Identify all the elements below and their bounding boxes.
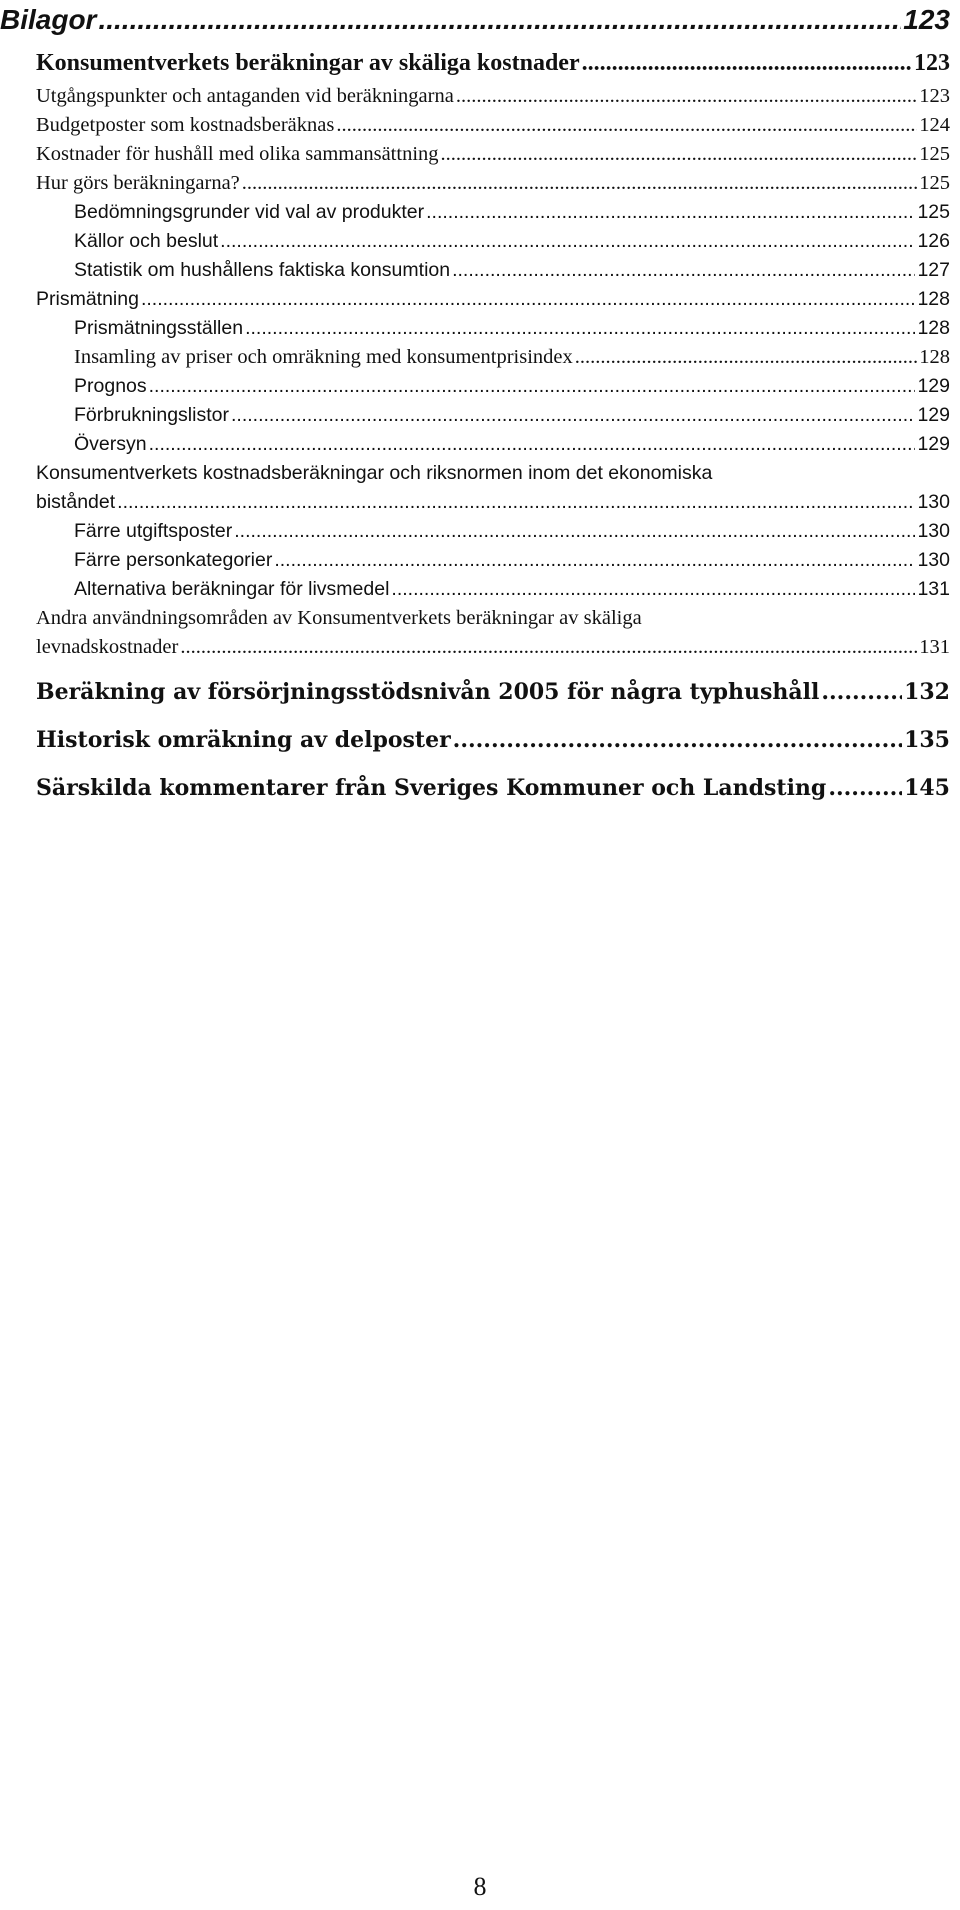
toc-entry-page: 124 [919,114,950,136]
toc-entry-title: Historisk omräkning av delposter [36,727,451,753]
toc-entry-oversyn[interactable] [36,430,950,459]
toc-leader-dots [98,4,901,36]
toc-leader-dots [575,343,918,372]
toc-entry-title: Prismätning [36,288,139,310]
toc-entry-andra-anvandningsomraden[interactable] [36,604,950,662]
toc-leader-dots [234,517,915,546]
toc-entry-kallor-och-beslut[interactable] [36,227,950,256]
toc-leader-dots [141,285,915,314]
toc-entry-title: Insamling av priser och omräkning med konsumentprisindex [74,346,573,368]
toc-entry-page: 123 [903,4,950,35]
toc-entry-page: 129 [917,404,950,426]
toc-entry-page: 129 [917,375,950,397]
toc-entry-historisk-omrakning[interactable] [36,722,950,758]
toc-entry-title-line2: levnadskostnader [36,636,179,658]
toc-leader-dots [231,401,915,430]
toc-entry-sarskilda-kommentarer[interactable] [36,770,950,806]
toc-leader-dots [441,140,918,169]
toc-entry-title: Prismätningsställen [74,317,244,339]
toc-leader-dots [245,314,915,343]
toc-entry-page: 132 [904,679,950,705]
toc-entry-title-line1: Andra användningsområden av Konsumentverkets beräkningar av skäliga [36,607,642,629]
toc-leader-dots [821,674,902,710]
toc-entry-title: Källor och beslut [74,230,219,252]
toc-entry-page: 125 [919,172,950,194]
toc-leader-dots [426,198,915,227]
toc-entry-title: Bedömningsgrunder vid val av produkter [74,201,425,223]
toc-entry-page: 126 [917,230,950,252]
toc-entry-bedomningsgrunder[interactable] [36,198,950,227]
toc-entry-title: Färre personkategorier [74,549,273,571]
toc-entry-page: 125 [919,143,950,165]
toc-leader-dots [117,488,915,517]
toc-entry-page: 128 [917,317,950,339]
toc-entry-title-line2-row [36,488,950,517]
toc-entry-berakning-forsorjningsstod[interactable] [36,674,950,710]
toc-entry-farre-utgiftsposter[interactable] [36,517,950,546]
toc-entry-kostnader-hushall[interactable] [36,140,950,169]
toc-entry-title: Utgångspunkter och antaganden vid beräkningarna [36,85,454,107]
toc-entry-title: Färre utgiftsposter [74,520,233,542]
toc-entry-page: 129 [917,433,950,455]
toc-leader-dots [391,575,915,604]
toc-entry-page: 131 [919,636,950,658]
toc-entry-title: Särskilda kommentarer från Sveriges Kommuner och Landsting [36,775,827,801]
toc-entry-title: Bilagor [0,4,97,35]
toc-leader-dots [180,633,917,662]
toc-entry-page: 130 [917,520,950,542]
toc-leader-dots [336,111,917,140]
toc-entry-page: 128 [919,346,950,368]
toc-entry-page: 123 [914,50,950,76]
toc-entry-title: Kostnader för hushåll med olika sammansättning [36,143,439,165]
toc-leader-dots [582,50,912,77]
toc-entry-title: Konsumentverkets beräkningar av skäliga kostnader [36,50,580,76]
toc-entry-budgetposter[interactable] [36,111,950,140]
toc-leader-dots [149,372,916,401]
toc-entry-prognos[interactable] [36,372,950,401]
toc-entry-utgangspunkter[interactable] [36,82,950,111]
toc-entry-page: 130 [917,491,950,513]
toc-leader-dots [274,546,915,575]
toc-entry-title: Hur görs beräkningarna? [36,172,240,194]
toc-entry-page: 127 [917,259,950,281]
toc-leader-dots [452,256,915,285]
toc-entry-title: Alternativa beräkningar för livsmedel [74,578,390,600]
toc-leader-dots [149,430,916,459]
toc-leader-dots [456,82,917,111]
toc-entry-title-line2-row [36,633,950,662]
toc-entry-title: Statistik om hushållens faktiska konsumtion [74,259,451,281]
toc-entry-title: Prognos [74,375,147,397]
toc-entry-forbrukningslistor[interactable] [36,401,950,430]
toc-entry-page: 128 [917,288,950,310]
toc-leader-dots [220,227,915,256]
toc-entry-page: 123 [919,85,950,107]
table-of-contents [0,0,950,806]
toc-entry-kostnadsberakningar[interactable] [36,459,950,517]
toc-entry-prismatningsstallen[interactable] [36,314,950,343]
toc-leader-dots [242,169,917,198]
toc-entry-page: 131 [917,578,950,600]
toc-entry-title-line2: biståndet [36,491,116,513]
toc-entry-page: 130 [917,549,950,571]
page-number: 8 [473,1872,487,1901]
toc-entry-statistik[interactable] [36,256,950,285]
toc-entry-bilagor[interactable] [0,4,950,42]
toc-entry-alternativa-berakningar[interactable] [36,575,950,604]
toc-entry-title: Budgetposter som kostnadsberäknas [36,114,335,136]
toc-entry-insamling[interactable] [36,343,950,372]
toc-entry-page: 145 [904,775,950,801]
toc-leader-dots [828,770,902,806]
toc-entry-page: 125 [917,201,950,223]
toc-entry-page: 135 [904,727,950,753]
toc-entry-title: Översyn [74,433,147,455]
toc-entry-prismatning[interactable] [36,285,950,314]
toc-entry-title-line1: Konsumentverkets kostnadsberäkningar och riksnormen inom det ekonomiska [36,462,713,484]
toc-entry-title: Beräkning av försörjningsstödsnivån 2005 för några typhushåll [36,679,820,705]
toc-entry-konsumentverkets-berakningar[interactable] [36,50,950,82]
toc-leader-dots [453,722,902,758]
toc-entry-farre-personkategorier[interactable] [36,546,950,575]
toc-entry-title: Förbrukningslistor [74,404,229,426]
toc-entry-hur-gors-berakningarna[interactable] [36,169,950,198]
